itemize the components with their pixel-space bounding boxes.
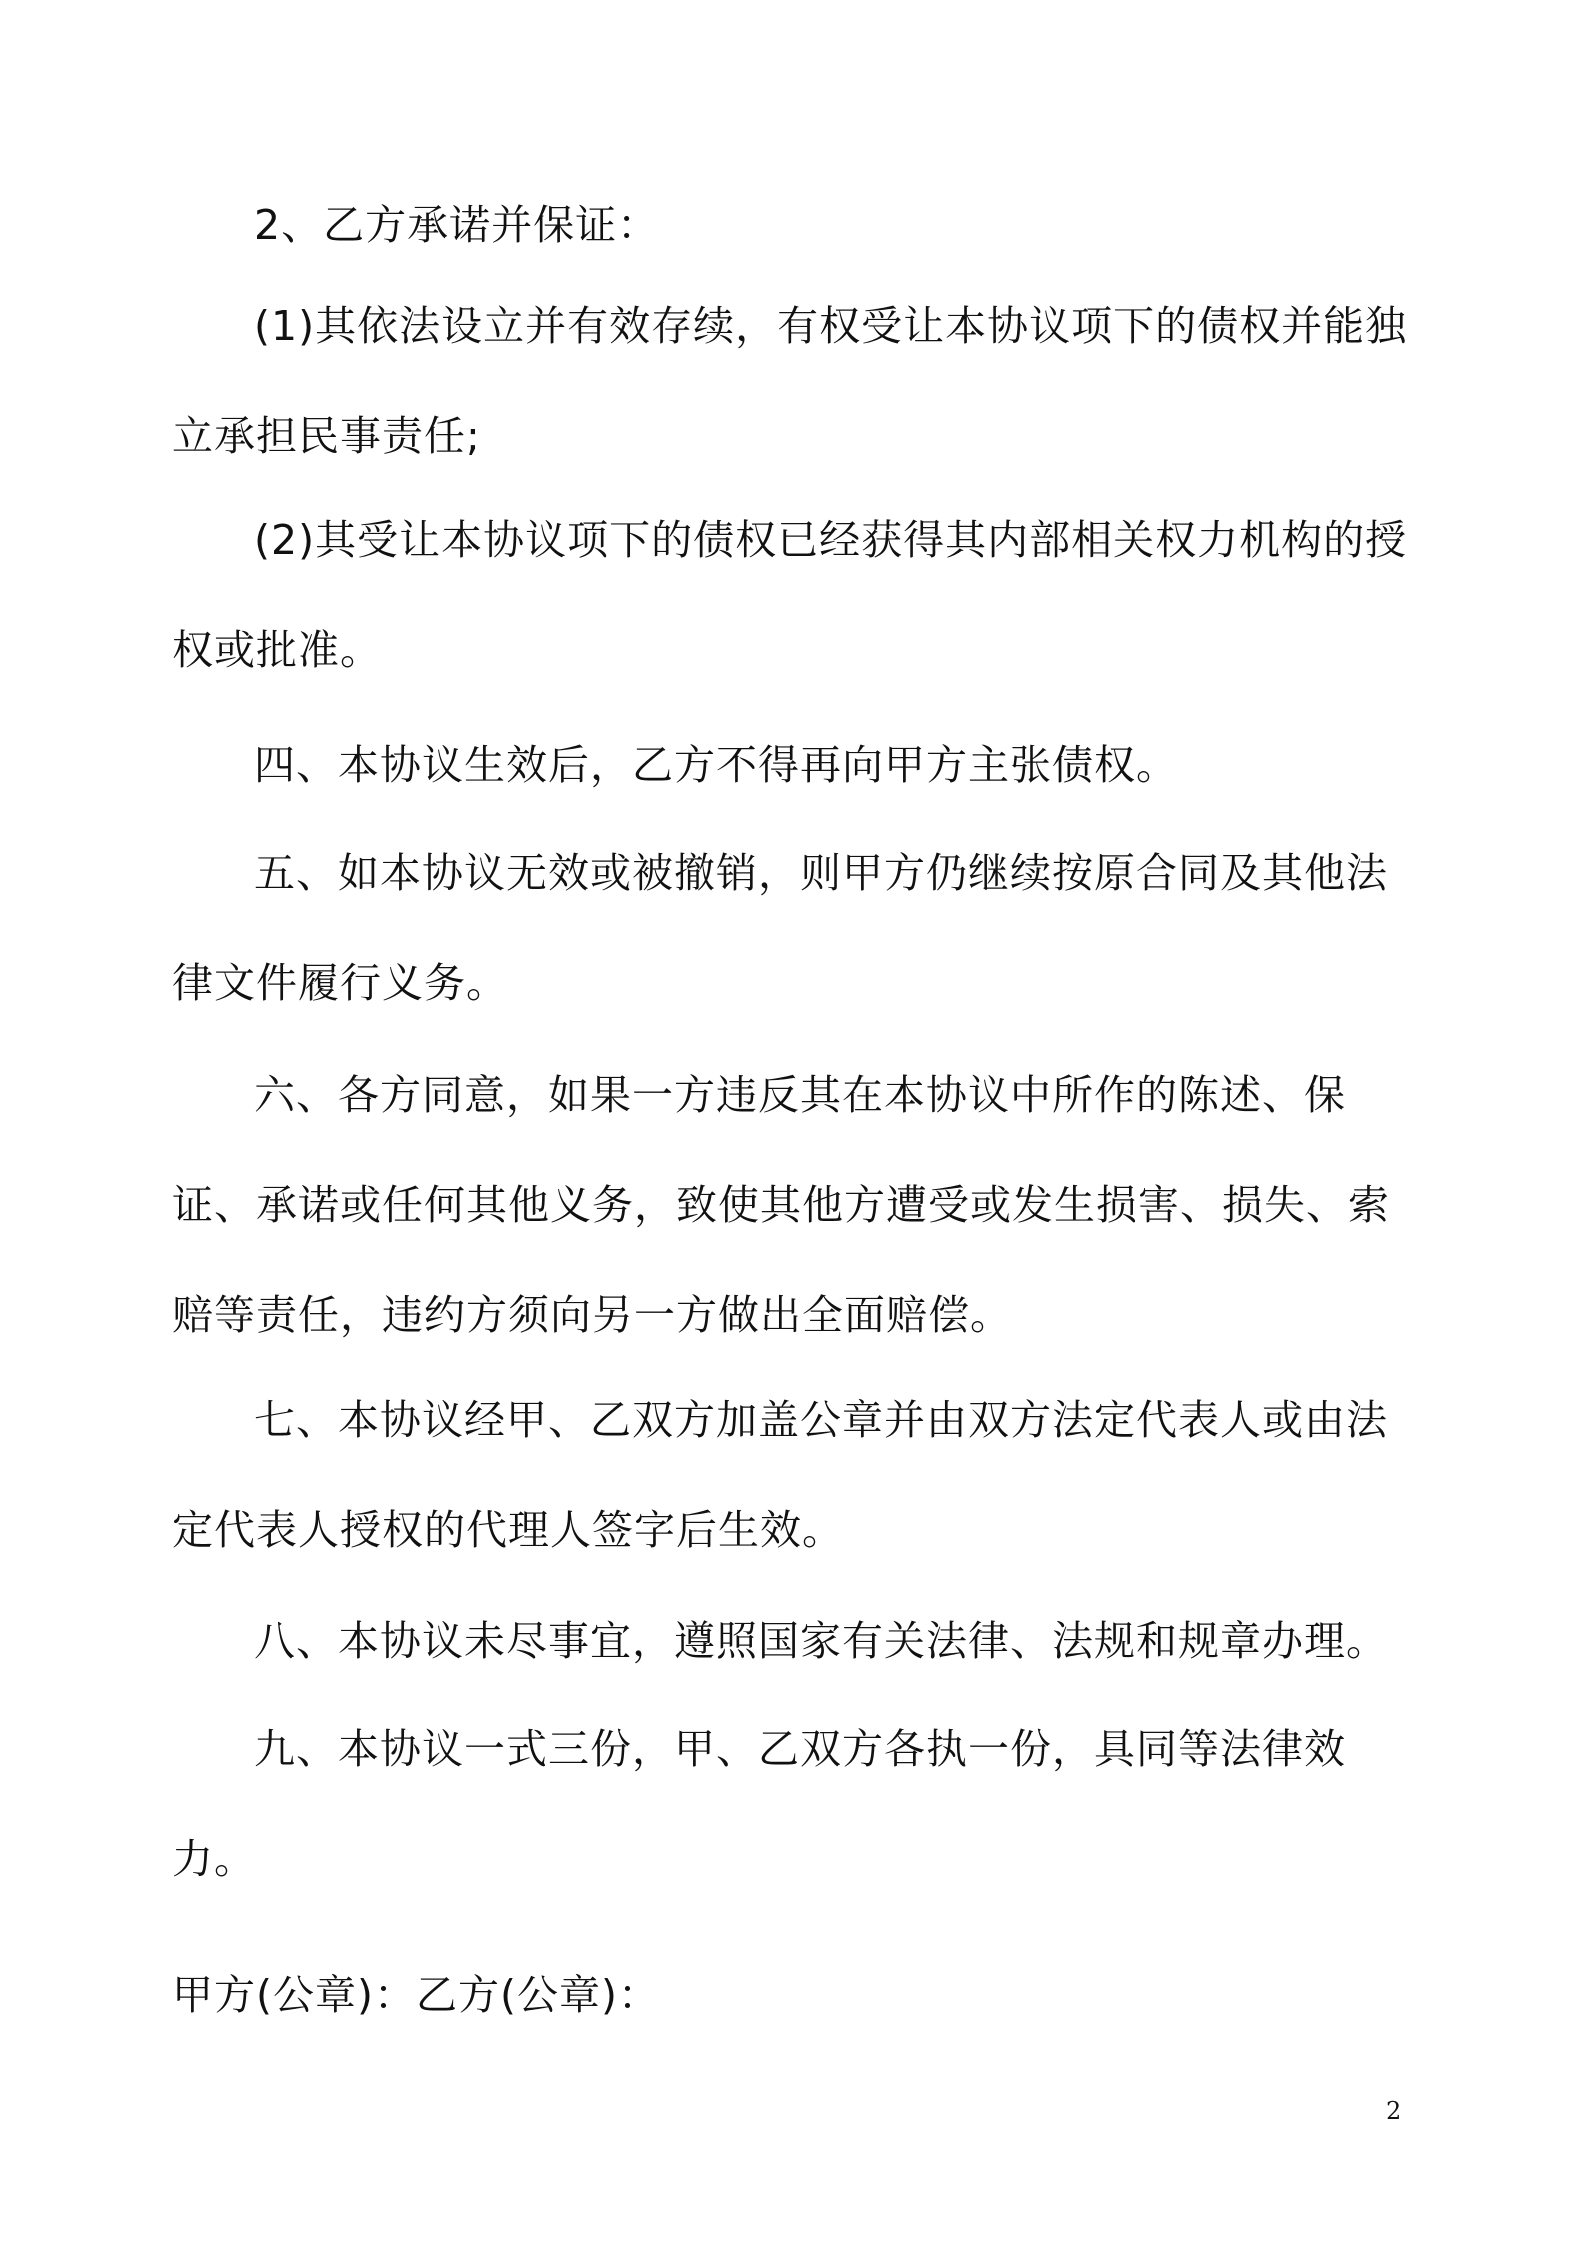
signature-line: 甲方(公章)：乙方(公章)： [172,1971,660,2019]
paragraph-clause-five: 五、如本协议无效或被撤销，则甲方仍继续按原合同及其他法律文件履行义务。 [172,849,1388,1007]
paragraph-commitment-item-2: (2)其受让本协议项下的债权已经获得其内部相关权力机构的授权或批准。 [172,516,1408,674]
paragraph-commitment-heading: 2、乙方承诺并保证： [254,201,660,249]
page-number: 2 [1386,2097,1402,2125]
paragraph-clause-eight: 八、本协议未尽事宜，遵照国家有关法律、法规和规章办理。 [254,1617,1388,1665]
paragraph-clause-seven: 七、本协议经甲、乙双方加盖公章并由双方法定代表人或由法定代表人授权的代理人签字后生效。 [172,1396,1388,1554]
paragraph-commitment-item-1: (1)其依法设立并有效存续，有权受让本协议项下的债权并能独立承担民事责任; [172,302,1408,460]
paragraph-clause-six: 六、各方同意，如果一方违反其在本协议中所作的陈述、保证、承诺或任何其他义务，致使其他方遭受或发生损害、损失、索赔等责任，违约方须向另一方做出全面赔偿。 [172,1071,1390,1339]
paragraph-clause-four: 四、本协议生效后，乙方不得再向甲方主张债权。 [254,741,1178,789]
paragraph-clause-nine: 九、本协议一式三份，甲、乙双方各执一份，具同等法律效力。 [172,1725,1346,1883]
